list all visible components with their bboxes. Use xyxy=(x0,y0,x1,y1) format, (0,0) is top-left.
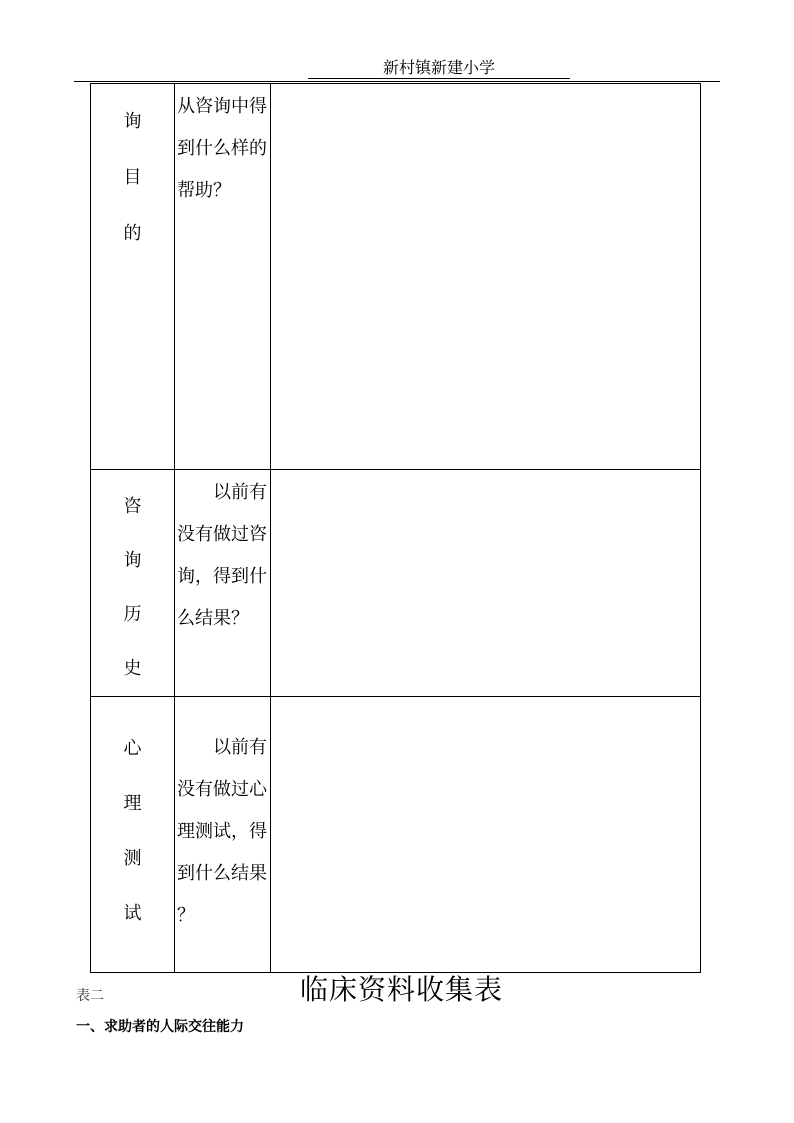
section-heading: 一、求助者的人际交往能力 xyxy=(76,1019,244,1035)
answer-cell[interactable] xyxy=(271,470,701,697)
label-char: 历 xyxy=(123,604,142,625)
row-history xyxy=(91,470,701,697)
label-char: 心 xyxy=(123,738,142,759)
row-label-cell xyxy=(91,697,175,973)
label-char: 史 xyxy=(123,658,142,679)
label-char: 的 xyxy=(123,223,142,244)
answer-cell[interactable] xyxy=(271,84,701,470)
table-number: 表二 xyxy=(76,988,104,1004)
question-cell xyxy=(175,697,271,973)
page-title: 临床资料收集表 xyxy=(300,973,504,1006)
label-char: 询 xyxy=(123,111,142,132)
row-label-cell xyxy=(91,470,175,697)
header-rule xyxy=(74,81,720,82)
question-cell xyxy=(175,84,271,470)
question-text: 从咨询中得到什么样的帮助？ xyxy=(177,96,267,201)
question-text: 以前有没有做过咨询，得到什么结果？ xyxy=(177,482,267,629)
page-header-school: 新村镇新建小学 xyxy=(308,58,570,79)
row-label-cell xyxy=(91,84,175,470)
question-cell xyxy=(175,470,271,697)
row-psych-test xyxy=(91,697,701,973)
label-char: 测 xyxy=(123,848,142,869)
row-purpose xyxy=(91,84,701,470)
label-char: 询 xyxy=(123,550,142,571)
label-char: 目 xyxy=(123,167,142,188)
label-char: 理 xyxy=(123,793,142,814)
question-text: 以前有没有做过心理测试，得到什么结果 ？ xyxy=(177,737,267,926)
answer-cell[interactable] xyxy=(271,697,701,973)
label-char: 试 xyxy=(123,903,142,924)
label-char: 咨 xyxy=(123,496,142,517)
consultation-form-table xyxy=(90,83,701,973)
